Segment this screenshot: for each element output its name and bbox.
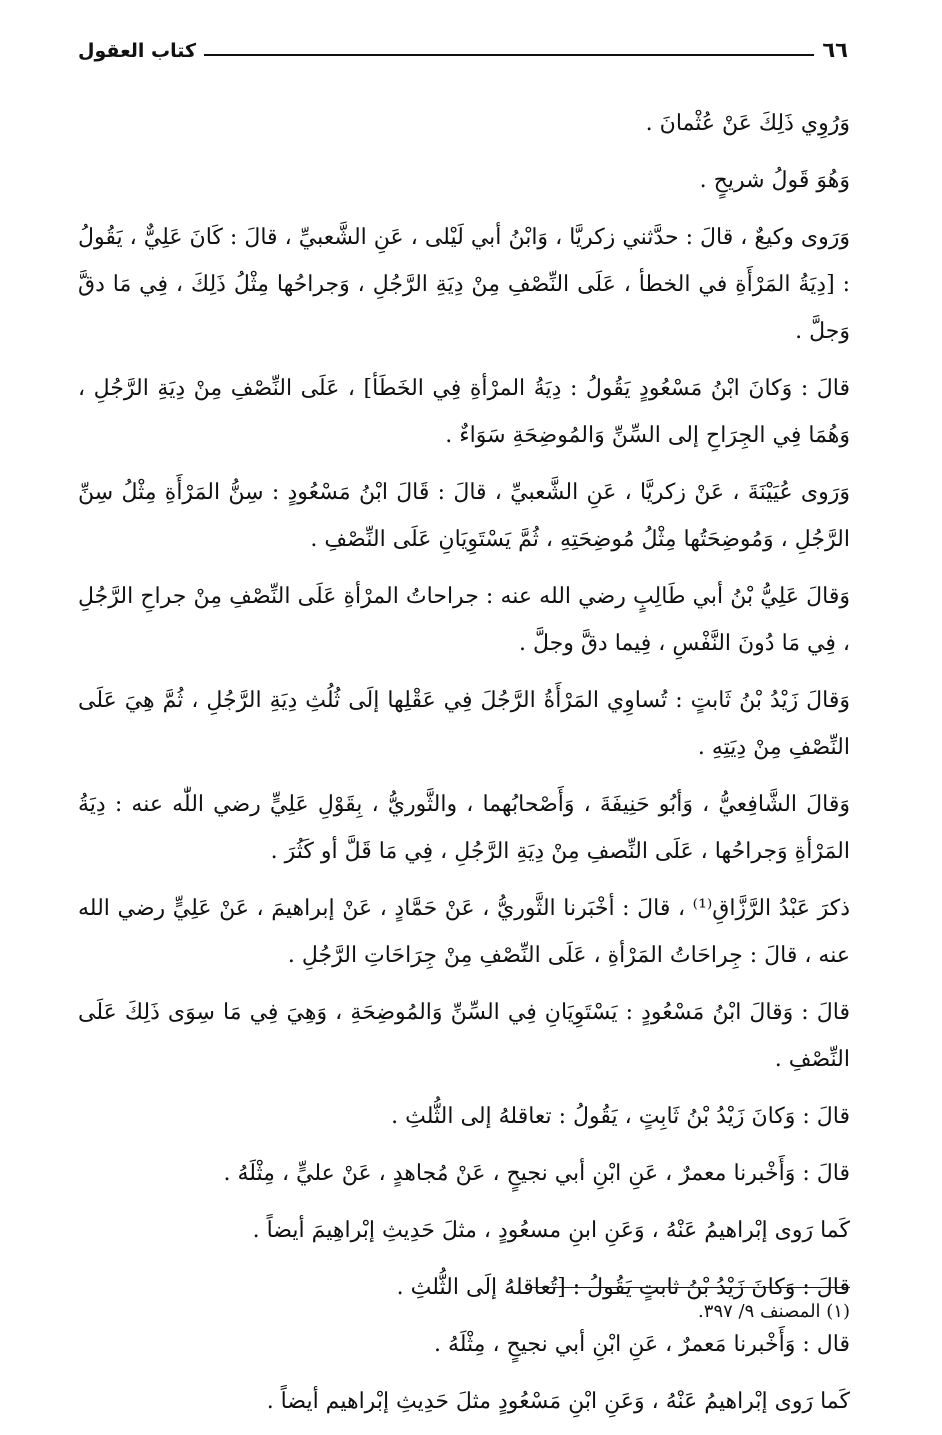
paragraph: وَقالَ الشَّافِعيُّ ، وَأبُو حَنِيفَةَ ، وَأَصْحابُهما ، والثَّوريُّ ، بِقَوْلِ عَلِيٍّ رضي اللّٰه عنه : دِيَةُ المَرْأةِ وَجراحُها ، عَلَى النِّصفِ مِنْ دِيَةِ الرَّجُلِ ، فِي مَا قَلَّ أو كَثُرَ . (78, 792, 850, 864)
paragraph: وَقالَ زَيْدُ بْنُ ثَابتٍ : تُساوِي المَرْأَةُ الرَّجُلَ فِي عَقْلِها إلَى ثُلُثِ دِيَةِ الرَّجُلِ ، ثُمَّ هِيَ عَلَى النِّصْفِ مِنْ دِيَتِهِ . (78, 688, 850, 760)
header-rule (204, 54, 814, 56)
page-header (78, 32, 848, 62)
paragraph: كَما رَوى إبْراهيمُ عَنْهُ ، وَعَنِ ابْنِ مَسْعُودٍ مثلَ حَدِيثِ إبْراهيم أيضاً . (266, 1389, 850, 1414)
page-number: ٦٦ (822, 38, 848, 62)
paragraph: قالَ : وَقالَ ابْنُ مَسْعُودٍ : يَسْتَوِيَانِ فِي السِّنِّ وَالمُوضِحَةِ ، وَهِيَ فِي مَا سِوَى ذَلِكَ عَلَى النِّصْفِ . (78, 1000, 850, 1072)
paragraph: وَرَوى عُيَيْنَةَ ، عَنْ زكريَّا ، عَنِ الشَّعبيِّ ، قالَ : قَالَ ابْنُ مَسْعُودٍ : سِنُّ المَرْأَةِ مِثْلُ سِنِّ الرَّجُلِ ، وَمُوضِحَتُها مِثْلُ مُوضِحَتِهِ ، ثُمَّ يَسْتَوِيَانِ عَلَى النِّصْفِ . (78, 480, 850, 552)
paragraph: قالَ : وَأَخْبرنا معمرٌ ، عَنِ ابْنِ أبي نجيحٍ ، عَنْ مُجاهدٍ ، عَنْ عليٍّ ، مِثْلَهُ . (223, 1161, 850, 1186)
paragraph: قال : وَأَخْبرنا مَعمرٌ ، عَنِ ابْنِ أبي نجيحٍ ، مِثْلَهُ . (433, 1332, 850, 1357)
paragraph: وَهُوَ قَولُ شريحٍ . (699, 168, 850, 193)
paragraph: قالَ : وَكانَ زَيْدُ بْنُ ثابتٍ يَقُولُ : [تُعاقلهُ إلَى الثُّلثِ . (396, 1275, 850, 1300)
footnote-rule (532, 1287, 850, 1288)
paragraph: وَرَوى وكيعٌ ، قالَ : حدَّثني زكريَّا ، وَابْنُ أبي لَيْلى ، عَنِ الشَّعبيِّ ، قالَ : كَانَ عَلِيٌّ ، يَقُولُ : [دِيَةُ المَرْأَةِ في الخطأ ، عَلَى النِّصْفِ مِنْ دِيَةِ الرَّجُلِ ، وَجراحُها مِثْلُ ذَلِكَ ، فِي مَا دقَّ وَجلَّ . (78, 225, 850, 344)
paragraph: وَقالَ عَلِيُّ بْنُ أبي طَالِبٍ رضي الله عنه : جراحاتُ المرْأةِ عَلَى النِّصْفِ مِنْ جراحِ الرَّجُلِ ، فِي مَا دُونَ النَّفْسِ ، فِيما دقَّ وجلَّ . (78, 584, 850, 656)
paragraph: قالَ : وَكانَ زَيْدُ بْنُ ثَابِتٍ ، يَقُولُ : تعاقلهُ إلى الثُّلثِ . (391, 1104, 850, 1129)
running-title: كتاب العقول (78, 40, 197, 62)
paragraph: وَرُوِي ذَلِكَ عَنْ عُثْمانَ . (645, 111, 850, 136)
paragraph: قالَ : وَكانَ ابْنُ مَسْعُودٍ يَقُولُ : دِيَةُ المرْأةِ فِي الخَطَأ] ، عَلَى النِّصْفِ مِنْ دِيَةِ الرَّجُلِ ، وَهُمَا فِي الجِرَاحِ إلى السِّنِّ وَالمُوضِحَةِ سَوَاءٌ . (78, 376, 850, 448)
paragraph: ذكرَ عَبْدُ الرَّزَّاقِ⁽¹⁾ ، قالَ : أخْبَرنا الثَّوريُّ ، عَنْ حَمَّادٍ ، عَنْ إبراهيمَ ، عَنْ عَلِيٍّ رضي الله عنه ، قالَ : جِراحَاتُ المَرْأةِ ، عَلَى النِّصْفِ مِنْ جِرَاحَاتِ الرَّجُلِ . (78, 896, 850, 968)
main-text (78, 100, 850, 1435)
paragraph: كَما رَوى إبْراهيمُ عَنْهُ ، وَعَنِ ابنِ مسعُودٍ ، مثلَ حَدِيثِ إبْراهِيمَ أيضاً . (252, 1218, 850, 1243)
footnote: (١) المصنف ٩/ ٣٩٧. (698, 1301, 850, 1322)
